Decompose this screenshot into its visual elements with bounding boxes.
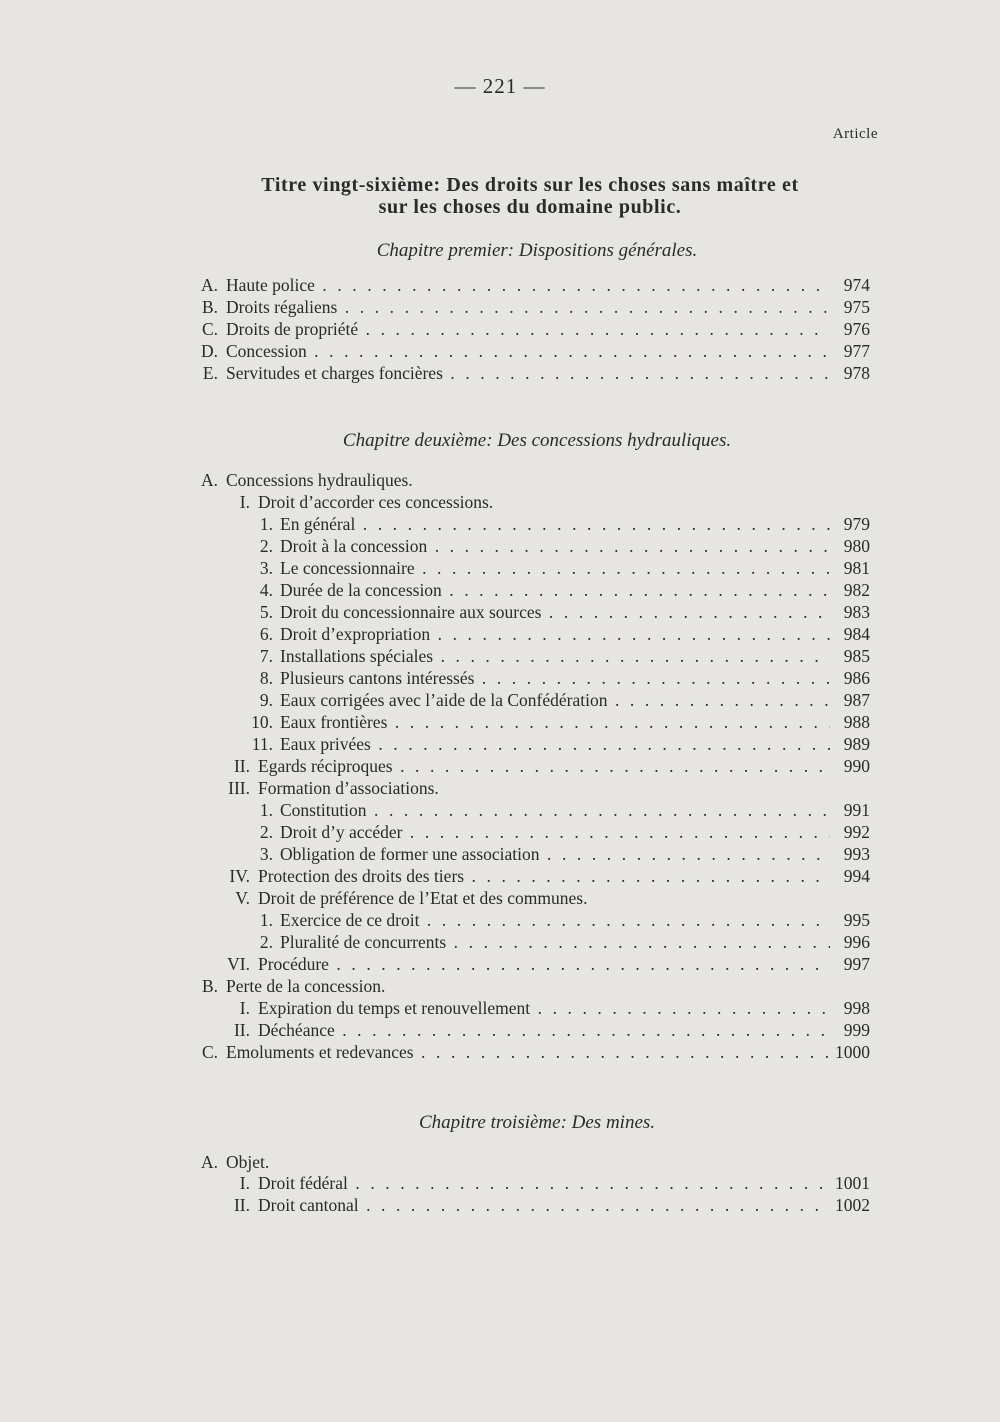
entry-marker: B. bbox=[201, 976, 218, 996]
entry-text: Droit de préférence de l’Etat et des communes. bbox=[258, 888, 588, 908]
toc-entry bbox=[0, 711, 1000, 733]
toc-entry bbox=[0, 623, 1000, 645]
entry-marker: I. bbox=[239, 998, 250, 1018]
entry-marker: C. bbox=[201, 1042, 218, 1062]
entry-marker: B. bbox=[201, 297, 218, 317]
entry-article: 982 bbox=[840, 579, 870, 601]
toc-entry bbox=[0, 953, 1000, 975]
entry-article: 993 bbox=[840, 843, 870, 865]
toc-entry bbox=[0, 931, 1000, 953]
entry-text: Constitution . . . bbox=[280, 799, 830, 821]
entry-marker: A. bbox=[200, 470, 218, 490]
entry-marker: 7. bbox=[259, 646, 273, 666]
toc-entry bbox=[0, 1194, 1000, 1216]
toc-entry bbox=[0, 318, 1000, 340]
toc-entry bbox=[0, 535, 1000, 557]
toc-entry bbox=[0, 469, 1000, 491]
entry-marker: C. bbox=[201, 319, 218, 339]
entry-article: 997 bbox=[840, 953, 870, 975]
toc-entry bbox=[0, 513, 1000, 535]
entry-article: 989 bbox=[840, 733, 870, 755]
entry-article: 976 bbox=[840, 318, 870, 340]
entry-article: 995 bbox=[840, 909, 870, 931]
toc-entry bbox=[0, 1172, 1000, 1194]
chapter-heading: Chapitre troisième: Des mines. bbox=[418, 1112, 656, 1133]
title-line-1: Titre vingt-sixième: Des droits sur les choses sans maître et bbox=[261, 174, 799, 196]
entry-marker: I. bbox=[239, 492, 250, 512]
entry-text: Egards réciproques . . . bbox=[258, 755, 830, 777]
entry-text: Droits de propriété . . . bbox=[226, 318, 830, 340]
entry-text: Durée de la concession . . . bbox=[280, 579, 830, 601]
entry-marker: 1. bbox=[259, 514, 273, 534]
toc-entry bbox=[0, 909, 1000, 931]
entry-marker: 9. bbox=[259, 690, 273, 710]
entry-marker: V. bbox=[235, 888, 250, 908]
entry-text: Le concessionnaire . . . bbox=[280, 557, 830, 579]
entry-article: 975 bbox=[840, 296, 870, 318]
toc-entry bbox=[0, 667, 1000, 689]
entry-marker: VI. bbox=[227, 954, 250, 974]
entry-text: Droit d’accorder ces concessions. bbox=[258, 492, 494, 512]
page-number: — 221 — bbox=[454, 74, 546, 98]
entry-marker: A. bbox=[200, 275, 218, 295]
entry-text: Plusieurs cantons intéressés . . . bbox=[280, 667, 830, 689]
entry-text: Déchéance . . . bbox=[258, 1019, 830, 1041]
entry-text: Expiration du temps et renouvellement . . . bbox=[258, 997, 830, 1019]
title-heading bbox=[160, 174, 900, 218]
entry-text: Eaux privées . . . bbox=[280, 733, 830, 755]
toc-entry bbox=[0, 579, 1000, 601]
entry-marker: D. bbox=[200, 341, 218, 361]
entry-text: Concessions hydrauliques. bbox=[226, 470, 413, 490]
entry-text: Droit à la concession . . . bbox=[280, 535, 830, 557]
entry-text: Perte de la concession. bbox=[226, 976, 386, 996]
entry-article: 978 bbox=[840, 362, 870, 384]
toc-entry bbox=[0, 887, 1000, 909]
toc-entry bbox=[0, 557, 1000, 579]
entry-text: Droit d’y accéder . . . bbox=[280, 821, 830, 843]
entry-text: Droit cantonal . . . bbox=[258, 1194, 830, 1216]
entry-text: Droits régaliens . . . bbox=[226, 296, 830, 318]
entry-marker: II. bbox=[233, 756, 250, 776]
entry-marker: 1. bbox=[259, 910, 273, 930]
entry-marker: 1. bbox=[259, 800, 273, 820]
column-header-article: Article bbox=[832, 126, 878, 142]
chapter-heading: Chapitre premier: Dispositions générales. bbox=[376, 240, 698, 261]
entry-marker: 5. bbox=[259, 602, 273, 622]
entry-article: 1001 bbox=[831, 1172, 870, 1194]
toc-entry bbox=[0, 755, 1000, 777]
chapter-heading: Chapitre deuxième: Des concessions hydrauliques. bbox=[342, 430, 732, 451]
entry-marker: 3. bbox=[259, 558, 273, 578]
entry-text: Obligation de former une association . . . bbox=[280, 843, 830, 865]
entry-marker: 4. bbox=[259, 580, 273, 600]
entry-article: 974 bbox=[840, 274, 870, 296]
entry-article: 990 bbox=[840, 755, 870, 777]
entry-article: 984 bbox=[840, 623, 870, 645]
entry-article: 986 bbox=[840, 667, 870, 689]
toc-entry bbox=[0, 777, 1000, 799]
entry-marker: III. bbox=[228, 778, 250, 798]
entry-article: 998 bbox=[840, 997, 870, 1019]
entry-article: 992 bbox=[840, 821, 870, 843]
entry-marker: 2. bbox=[259, 536, 273, 556]
entry-article: 994 bbox=[840, 865, 870, 887]
entry-marker: 2. bbox=[259, 932, 273, 952]
toc-entry bbox=[0, 975, 1000, 997]
toc-entry bbox=[0, 1019, 1000, 1041]
entry-article: 991 bbox=[840, 799, 870, 821]
entry-text: Pluralité de concurrents . . . bbox=[280, 931, 830, 953]
toc-entry bbox=[0, 1041, 1000, 1063]
toc-entry bbox=[0, 362, 1000, 384]
entry-marker: 2. bbox=[259, 822, 273, 842]
toc-entry bbox=[0, 1151, 1000, 1173]
entry-text: Haute police . . . bbox=[226, 274, 830, 296]
toc-entry bbox=[0, 733, 1000, 755]
toc-entry bbox=[0, 601, 1000, 623]
entry-article: 979 bbox=[840, 513, 870, 535]
entry-text: Emoluments et redevances . . . bbox=[226, 1041, 830, 1063]
entry-marker: 11. bbox=[251, 734, 273, 754]
entry-article: 988 bbox=[840, 711, 870, 733]
toc-entry bbox=[0, 645, 1000, 667]
entry-text: Concession . . . bbox=[226, 340, 830, 362]
entry-text: Eaux corrigées avec l’aide de la Confédération . . . bbox=[280, 689, 830, 711]
entry-marker: E. bbox=[202, 363, 218, 383]
toc-entry bbox=[0, 799, 1000, 821]
entry-article: 977 bbox=[840, 340, 870, 362]
entry-marker: 8. bbox=[259, 668, 273, 688]
entry-text: Servitudes et charges foncières . . . bbox=[226, 362, 830, 384]
entry-text: Droit du concessionnaire aux sources . . . bbox=[280, 601, 830, 623]
entry-article: 983 bbox=[840, 601, 870, 623]
entry-article: 1000 bbox=[831, 1041, 870, 1063]
entry-marker: A. bbox=[200, 1152, 218, 1172]
toc-entry bbox=[0, 843, 1000, 865]
entry-article: 985 bbox=[840, 645, 870, 667]
entry-text: Eaux frontières . . . bbox=[280, 711, 830, 733]
entry-article: 999 bbox=[840, 1019, 870, 1041]
toc-entry bbox=[0, 296, 1000, 318]
entry-article: 996 bbox=[840, 931, 870, 953]
toc-entry bbox=[0, 491, 1000, 513]
entry-article: 980 bbox=[840, 535, 870, 557]
entry-article: 987 bbox=[840, 689, 870, 711]
entry-text: Objet. bbox=[226, 1152, 270, 1172]
entry-article: 981 bbox=[840, 557, 870, 579]
entry-text: En général . . . bbox=[280, 513, 830, 535]
entry-article: 1002 bbox=[831, 1194, 870, 1216]
entry-marker: 3. bbox=[259, 844, 273, 864]
toc-entry bbox=[0, 274, 1000, 296]
entry-text: Formation d’associations. bbox=[258, 778, 439, 798]
entry-text: Droit fédéral . . . bbox=[258, 1172, 830, 1194]
entry-text: Exercice de ce droit . . . bbox=[280, 909, 830, 931]
entry-text: Protection des droits des tiers . . . bbox=[258, 865, 830, 887]
entry-text: Procédure . . . bbox=[258, 953, 830, 975]
toc-entry bbox=[0, 689, 1000, 711]
entry-text: Droit d’expropriation . . . bbox=[280, 623, 830, 645]
entry-marker: I. bbox=[239, 1173, 250, 1193]
toc-entry bbox=[0, 821, 1000, 843]
entry-marker: IV. bbox=[229, 866, 250, 886]
entry-text: Installations spéciales . . . bbox=[280, 645, 830, 667]
entry-marker: 6. bbox=[259, 624, 273, 644]
toc-entry bbox=[0, 340, 1000, 362]
toc-entry bbox=[0, 997, 1000, 1019]
entry-marker: II. bbox=[233, 1195, 250, 1215]
entry-marker: II. bbox=[233, 1020, 250, 1040]
toc-entry bbox=[0, 865, 1000, 887]
entry-marker: 10. bbox=[251, 712, 273, 732]
title-line-2: sur les choses du domaine public. bbox=[378, 196, 682, 218]
